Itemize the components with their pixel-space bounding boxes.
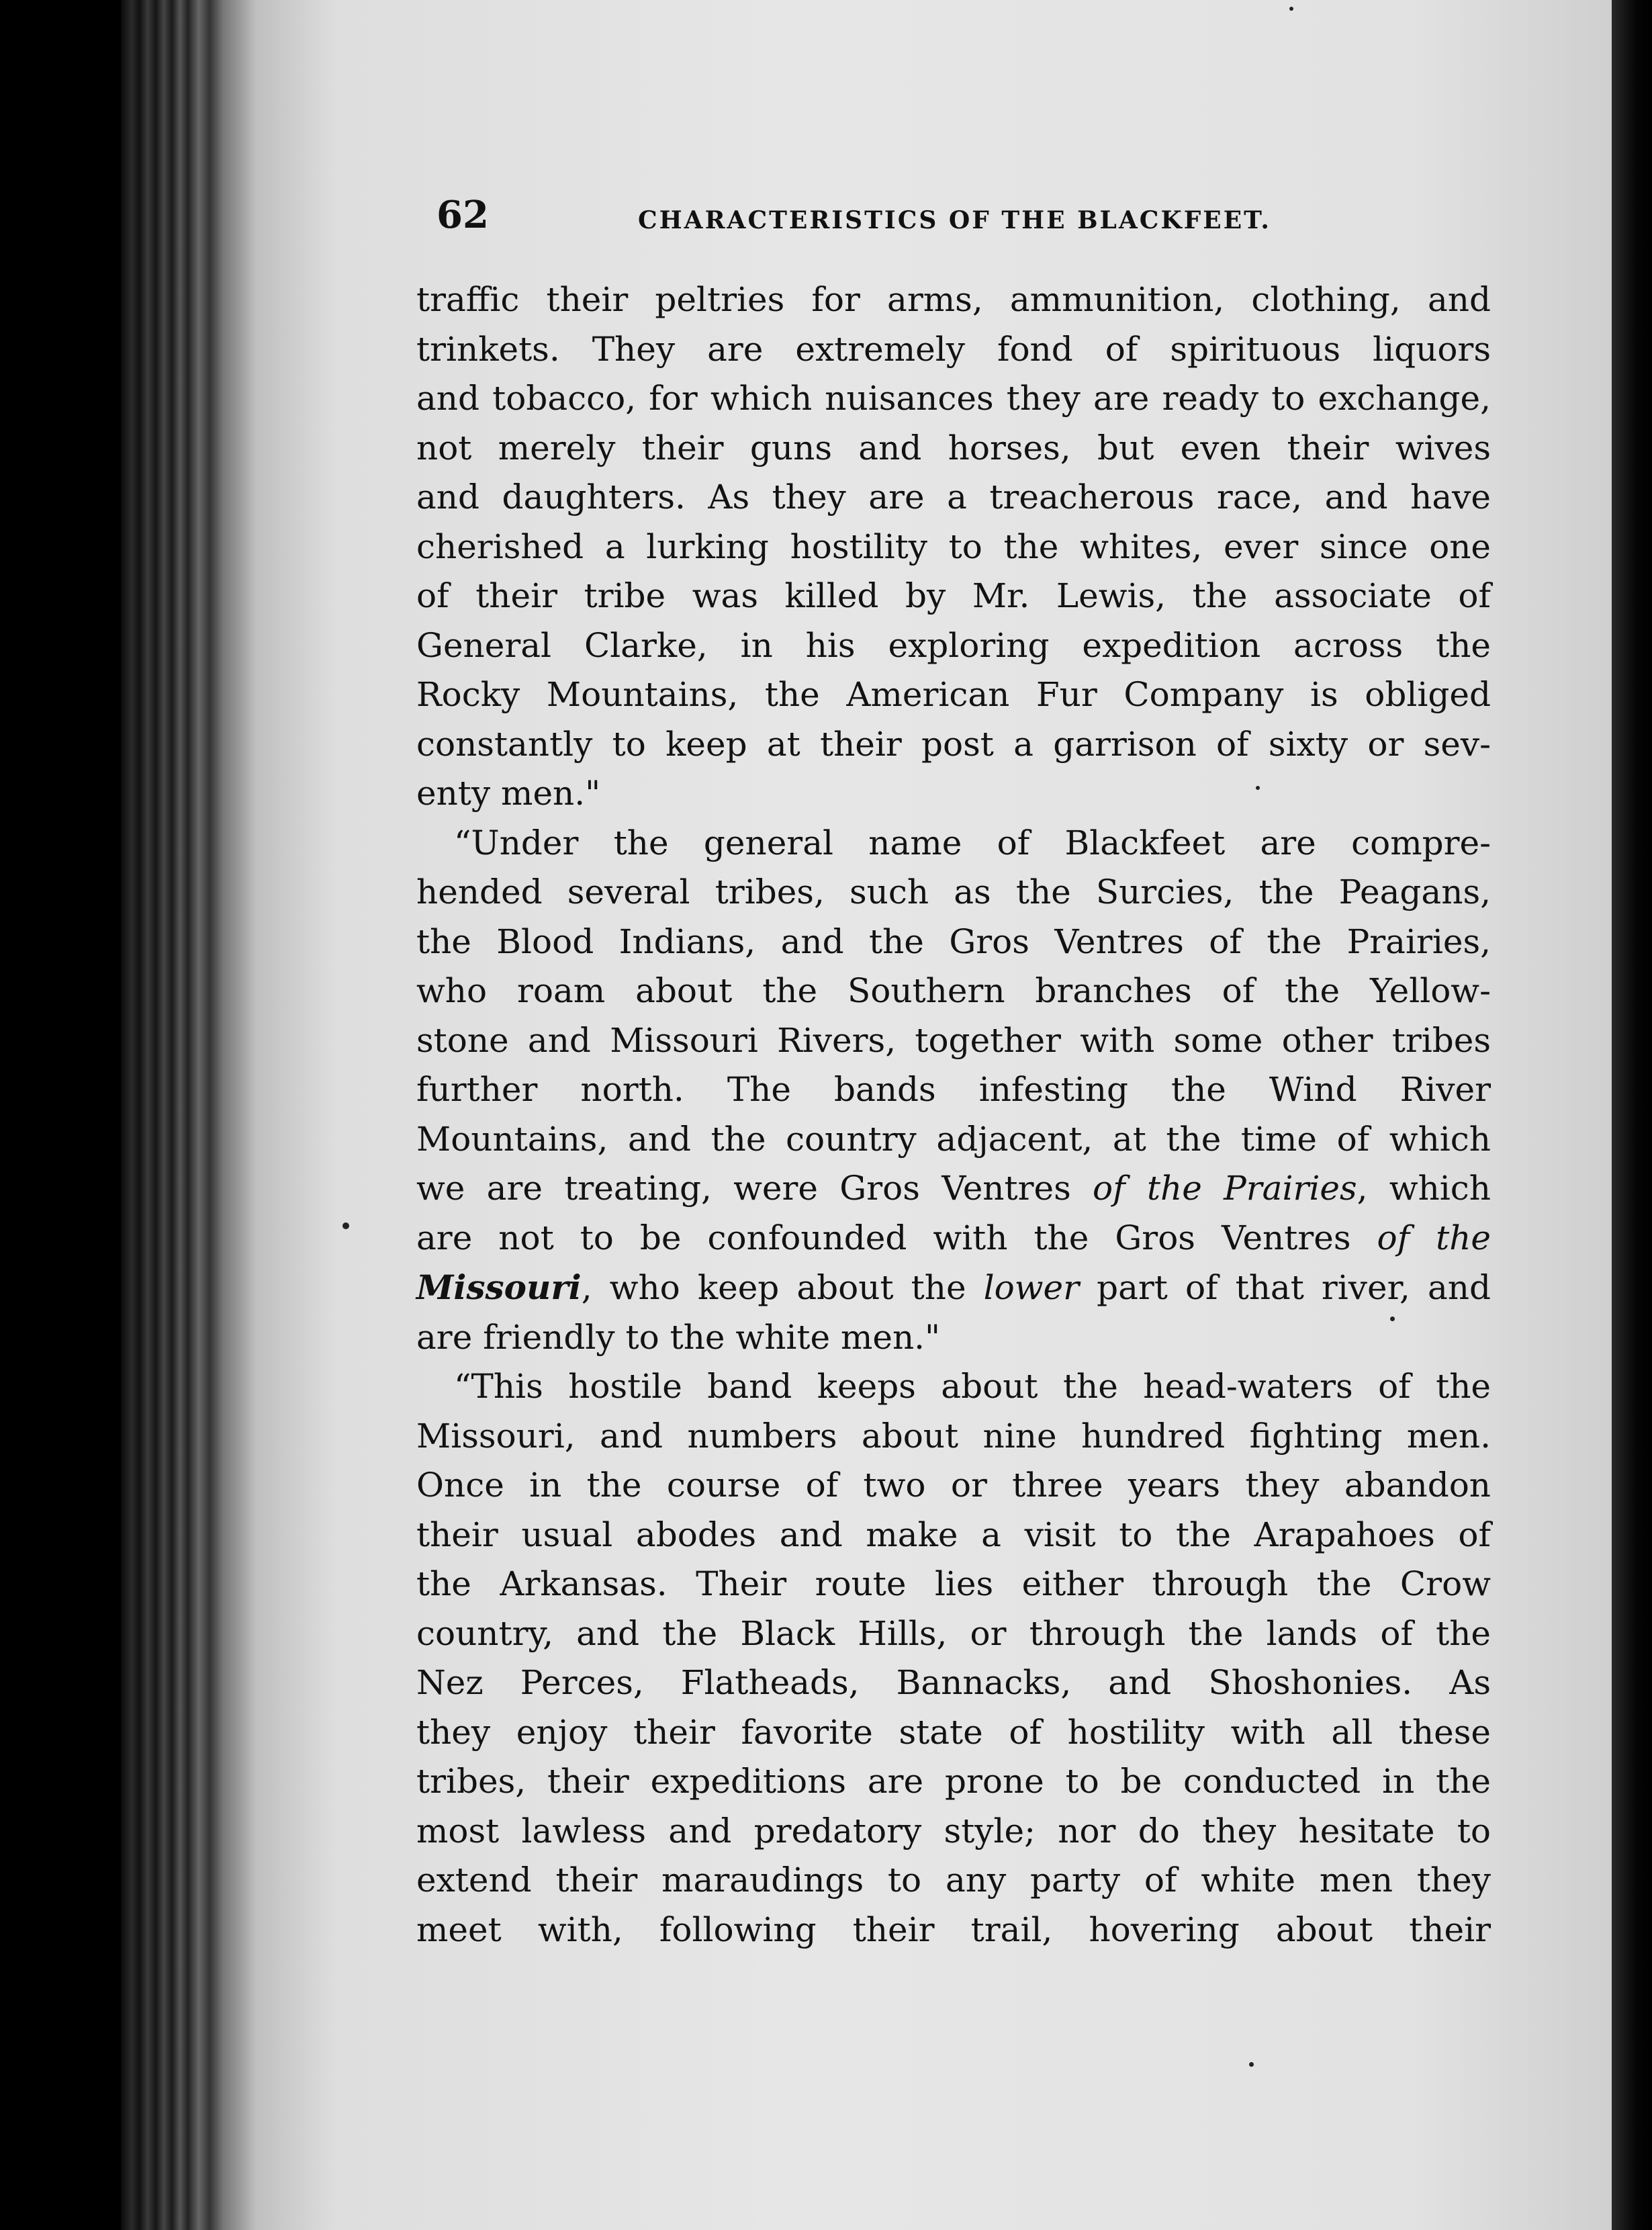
text-line: Once in the course of two or three years they abandon bbox=[416, 1466, 1491, 1505]
page-number: 62 bbox=[437, 193, 489, 237]
paragraph-3 bbox=[416, 1362, 1491, 1955]
text-line: Mountains, and the country adjacent, at the time of which bbox=[416, 1119, 1491, 1159]
text-line bbox=[416, 1263, 1491, 1313]
text-run: part of that river, and bbox=[1079, 1268, 1492, 1307]
text-line: not merely their guns and horses, but even their wives bbox=[416, 428, 1491, 467]
text-line bbox=[416, 1164, 1491, 1214]
page-header bbox=[437, 188, 1545, 242]
paragraph-2 bbox=[416, 819, 1491, 1363]
text-line: the Blood Indians, and the Gros Ventres of the Prairies, bbox=[416, 922, 1491, 961]
paragraph-1 bbox=[416, 275, 1491, 819]
text-line: most lawless and predatory style; nor do they hesitate to bbox=[416, 1811, 1491, 1850]
text-line: who roam about the Southern branches of the Yellow- bbox=[416, 971, 1491, 1010]
scan-speck bbox=[1289, 7, 1293, 11]
running-head: CHARACTERISTICS OF THE BLACKFEET. bbox=[638, 206, 1271, 234]
text-line: traffic their peltries for arms, ammunition, clothing, and bbox=[416, 280, 1491, 319]
text-line: are friendly to the white men." bbox=[416, 1317, 941, 1357]
text-line: trinkets. They are extremely fond of spirituous liquors bbox=[416, 329, 1491, 369]
text-run: are not to be confounded with the Gros Ventres bbox=[416, 1218, 1377, 1257]
text-line: and daughters. As they are a treacherous race, and have bbox=[416, 478, 1491, 517]
text-line: constantly to keep at their post a garrison of sixty or sev- bbox=[416, 724, 1491, 764]
text-line: extend their maraudings to any party of white men they bbox=[416, 1861, 1491, 1900]
text-line: cherished a lurking hostility to the whites, ever since one bbox=[416, 527, 1491, 566]
scan-speck bbox=[342, 1222, 349, 1229]
italic-run: of the bbox=[1377, 1218, 1491, 1257]
italic-run: of the Prairies bbox=[1093, 1169, 1357, 1208]
text-line: Nez Perces, Flatheads, Bannacks, and Shoshonies. As bbox=[416, 1663, 1491, 1702]
right-shadow-edge bbox=[1612, 0, 1652, 2230]
text-line: of their tribe was killed by Mr. Lewis, the associate of bbox=[416, 576, 1491, 615]
text-line: they enjoy their favorite state of hostility with all these bbox=[416, 1712, 1491, 1752]
scan-speck bbox=[1256, 786, 1260, 790]
text-line: country, and the Black Hills, or through the lands of the bbox=[416, 1613, 1491, 1653]
italic-run: lower bbox=[983, 1268, 1079, 1307]
scan-speck bbox=[1249, 2062, 1254, 2067]
text-run: , who keep about the bbox=[581, 1268, 984, 1307]
text-line: the Arkansas. Their route lies either through the Crow bbox=[416, 1564, 1491, 1603]
text-line: their usual abodes and make a visit to the Arapahoes of bbox=[416, 1515, 1491, 1554]
text-line bbox=[416, 1214, 1491, 1263]
text-line: General Clarke, in his exploring expedition across the bbox=[416, 625, 1491, 665]
text-line: stone and Missouri Rivers, together with some other tribes bbox=[416, 1020, 1491, 1060]
book-binding-edge bbox=[121, 0, 255, 2230]
text-line: “This hostile band keeps about the head-waters of the bbox=[454, 1367, 1491, 1406]
text-line: further north. The bands infesting the Wind River bbox=[416, 1070, 1491, 1109]
text-line: meet with, following their trail, hovering about their bbox=[416, 1910, 1491, 1949]
italic-run: Missouri bbox=[416, 1267, 582, 1307]
book-page bbox=[255, 0, 1612, 2230]
text-run: , which bbox=[1357, 1169, 1491, 1208]
body-text bbox=[416, 275, 1491, 1955]
text-line: Missouri, and numbers about nine hundred fighting men. bbox=[416, 1416, 1491, 1456]
scan-speck bbox=[1390, 1317, 1395, 1321]
text-run: we are treating, were Gros Ventres bbox=[416, 1169, 1093, 1208]
text-line: “Under the general name of Blackfeet are compre- bbox=[454, 823, 1491, 862]
text-line: and tobacco, for which nuisances they are ready to exchange, bbox=[416, 379, 1491, 418]
text-line: tribes, their expeditions are prone to be conducted in the bbox=[416, 1762, 1491, 1801]
text-line: hended several tribes, such as the Surcies, the Peagans, bbox=[416, 873, 1491, 911]
text-line: enty men." bbox=[416, 774, 601, 813]
text-line: Rocky Mountains, the American Fur Company is obliged bbox=[416, 675, 1491, 714]
